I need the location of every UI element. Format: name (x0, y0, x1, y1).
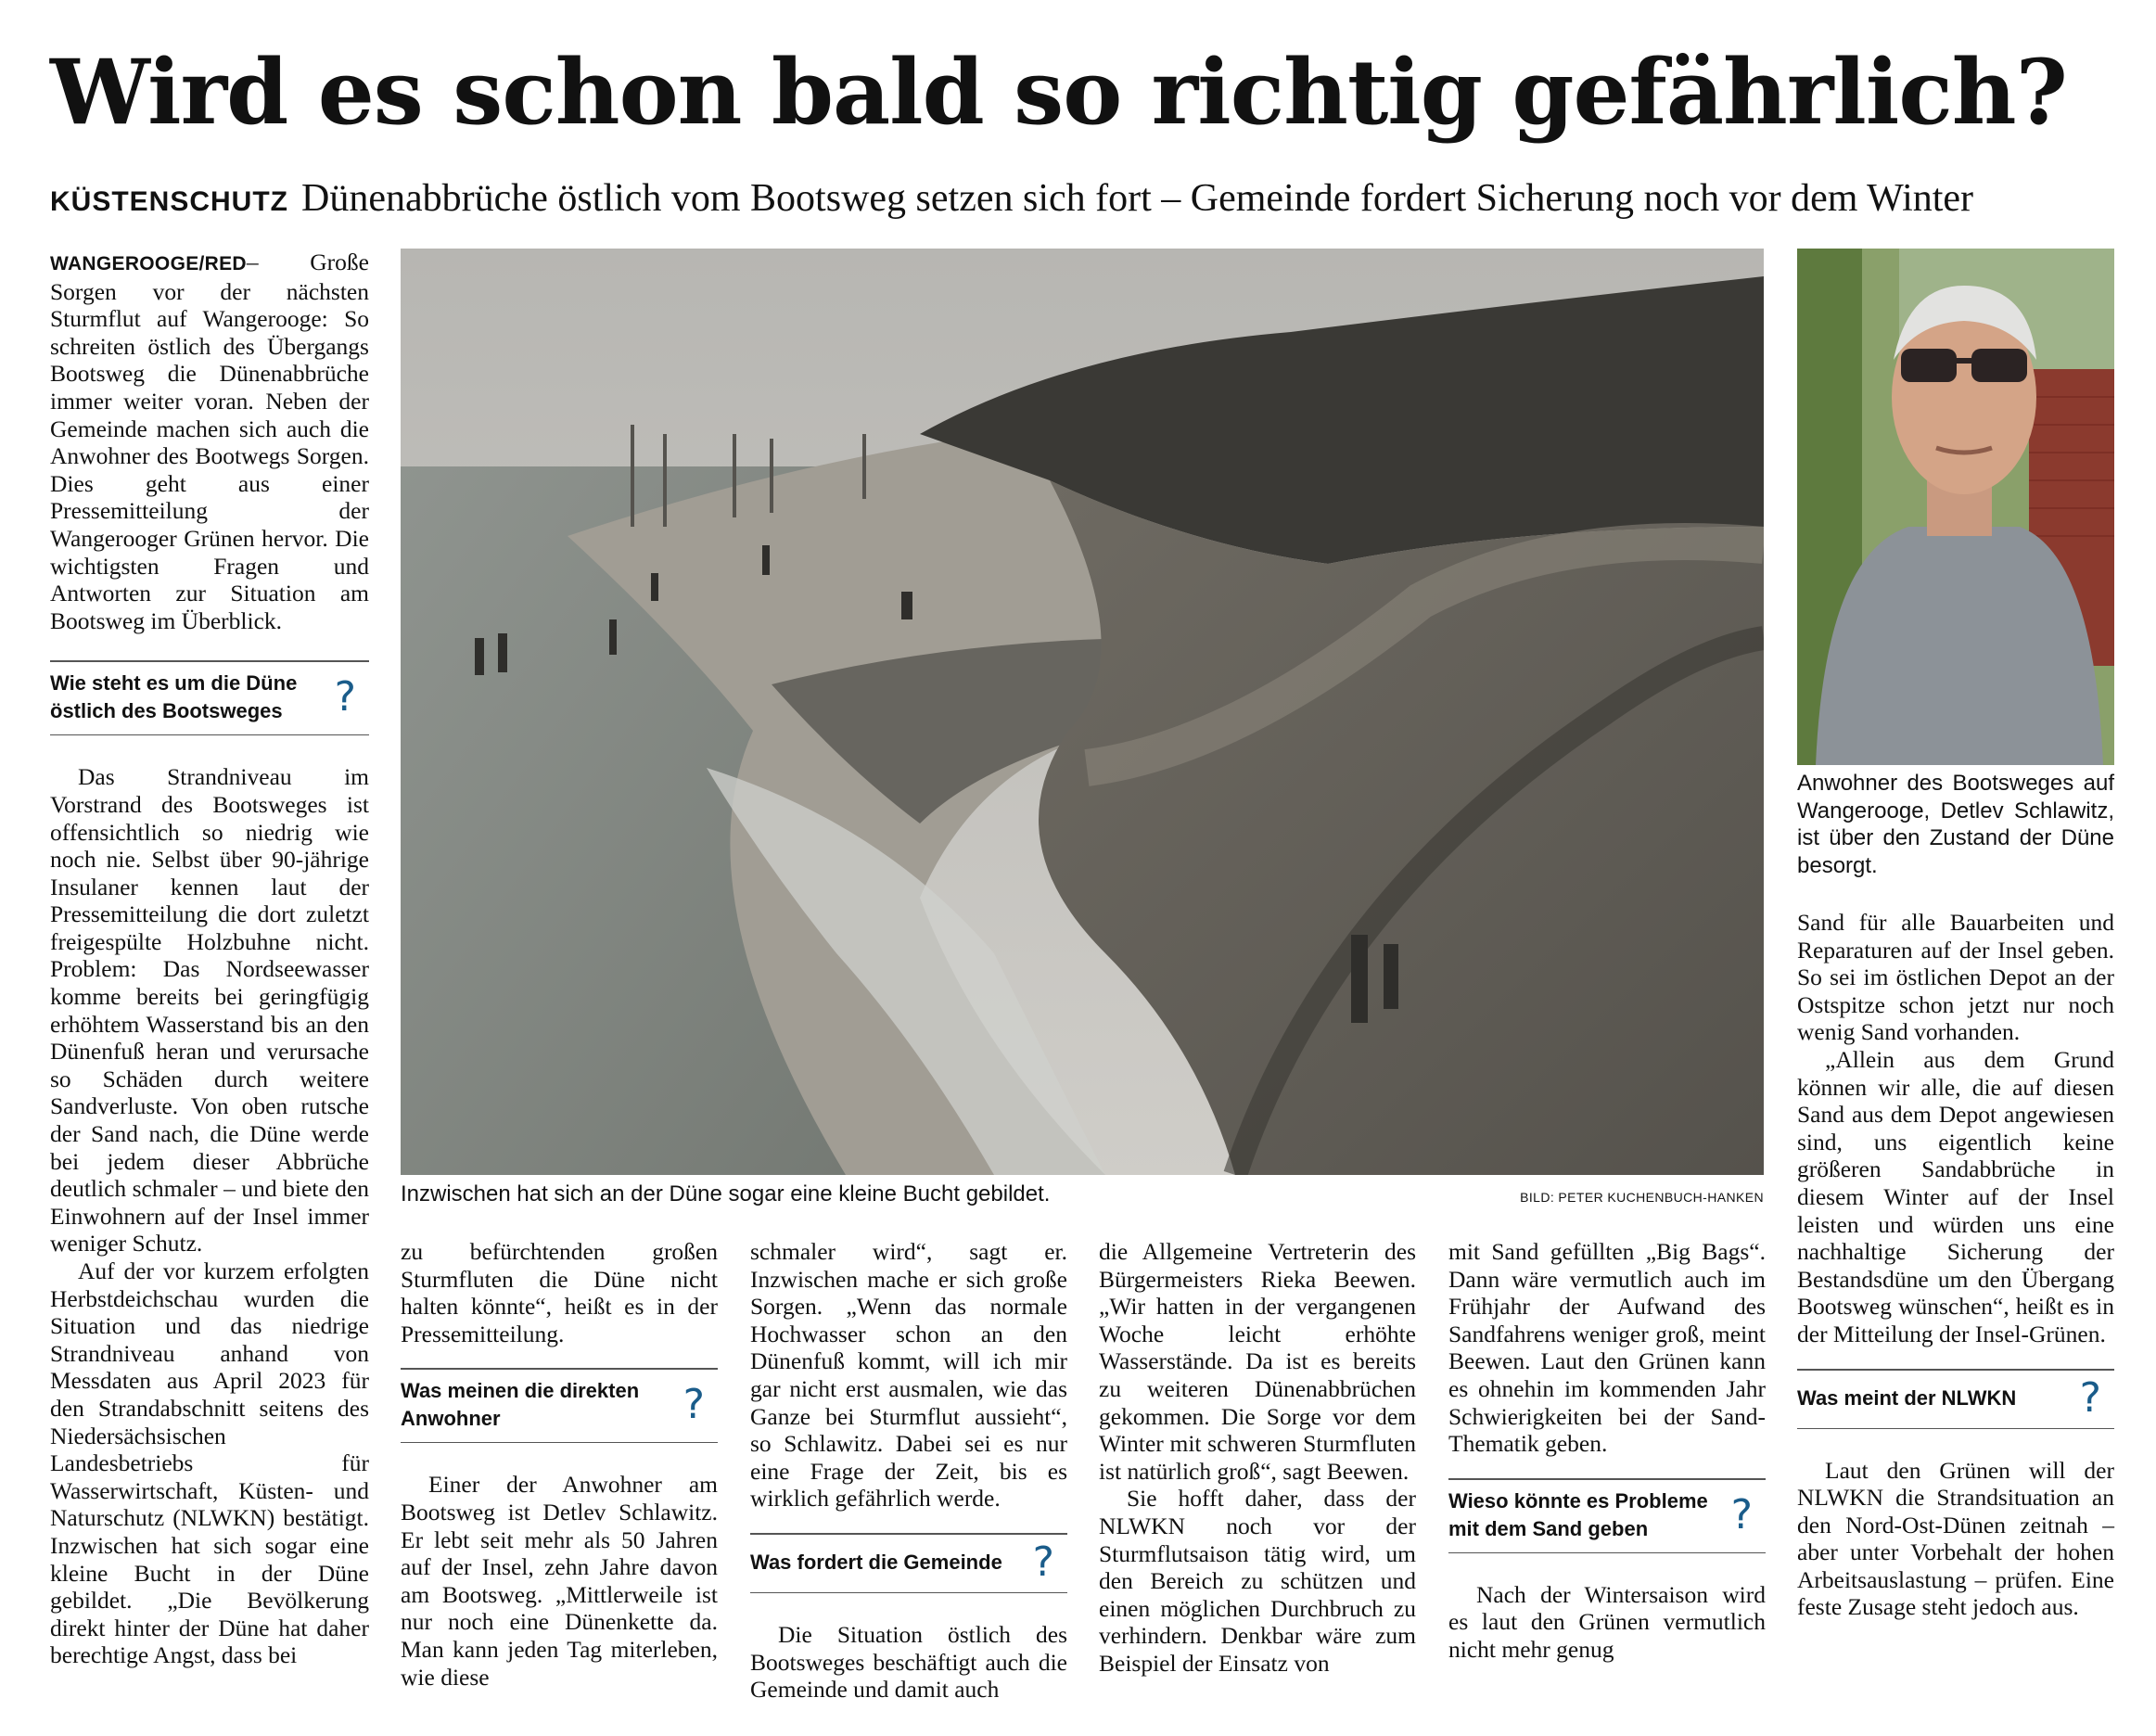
paragraph: die Allgemeine Vertreterin des Bürgermeisters Rieka Beewen. „Wir hatten in der vergangenen Woche leicht erhöhte Wasserstände. Da ist es bereits zu weiteren Dünenabbrüchen gekommen. Die Sorge vor dem Winter mit schweren Sturmfluten ist natürlich groß“, sagt Beewen. (1099, 1238, 1416, 1485)
question-mark-icon: ? (334, 673, 356, 721)
paragraph: Sie hofft daher, dass der NLWKN noch vor der Sturmflutsaison tätig wird, um den Bereich zu schützen und einen möglichen Durchbruch zu verhindern. Denkbar wäre zum Beispiel der Einsatz von (1099, 1485, 1416, 1677)
intro-paragraph: WANGEROOGE/RED– Große Sorgen vor der nächsten Sturmflut auf Wangerooge: So schreiten östlich des Übergangs Bootsweg die Dünenabbrüche immer weiter voran. Neben der Gemeinde machen sich auch die Anwohner des Bootwegs Sorgen. Dies geht aus einer Pressemitteilung der Wangerooger Grünen hervor. Die wichtigsten Fragen und Antworten zur Situation am Bootsweg im Überblick. (50, 249, 369, 634)
subheadline-text: Dünenabbrüche östlich vom Bootsweg setzen sich fort – Gemeinde fordert Sicherung noch vor dem Winter (301, 177, 1974, 220)
paragraph: Das Strandniveau im Vorstrand des Bootsweges ist offensichtlich so niedrig wie noch nie. Selbst über 90-jährige Insulaner kennen laut der Pressemitteilung die dort zuletzt freigespülte Holzbuhne nicht. Problem: Das Nordseewasser komme bereits bei geringfügig erhöhtem Wasserstand bis an den Dünenfuß heran und verursache so Schäden durch weitere Sandverluste. Von oben rutsche der Sand nach, die Düne werde bei jedem dieser Abbrüche deutlich schmaler – und biete den Einwohnern auf der Insel immer weniger Schutz. (50, 763, 369, 1257)
main-photo-dune-erosion (401, 249, 1764, 1175)
article-column-1 (50, 249, 369, 1669)
question-box-2 (401, 1368, 718, 1443)
portrait-photo-caption: Anwohner des Bootsweges auf Wangerooge, Detlev Schlawitz, ist über den Zustand der Düne besorgt. (1797, 771, 2114, 878)
question-mark-icon: ? (1730, 1490, 1753, 1538)
paragraph: Einer der Anwohner am Bootsweg ist Detlev Schlawitz. Er lebt seit mehr als 50 Jahren auf der Insel, zehn Jahre davon am Bootsweg. „Mittlerweile ist nur noch eine Dünenkette da. Man kann jeden Tag miterleben, wie diese (401, 1471, 718, 1691)
paragraph: Laut den Grünen will der NLWKN die Strandsituation an den Nord-Ost-Dünen zeitnah – aber unter Vorbehalt der hohen Arbeitsauslastung – prüfen. Eine feste Zusage steht jedoch aus. (1797, 1456, 2114, 1621)
question-mark-icon: ? (2079, 1373, 2101, 1422)
paragraph: Sand für alle Bauarbeiten und Reparaturen auf der Insel geben. So sei im östlichen Depot an der Ostspitze schon jetzt nur noch wenig Sand vorhanden. (1797, 909, 2114, 1046)
headline: Wird es schon bald so richtig gefährlich? (50, 40, 2067, 145)
question-heading-3: Was fordert die Gemeinde (750, 1550, 1002, 1574)
article-column-5 (1448, 1238, 1766, 1664)
question-mark-icon: ? (1032, 1538, 1054, 1586)
article-column-4 (1099, 1238, 1416, 1678)
portrait-photo-detlev-schlawitz (1797, 249, 2114, 765)
subheadline (50, 171, 2127, 230)
paragraph: Auf der vor kurzem erfolgten Herbstdeichschau wurden die Situation und das niedrige Strandniveau anhand von Messdaten aus April 2023 für den Strandabschnitt seitens des Niedersächsischen Landesbetriebs für Wasserwirtschaft, Küsten- und Naturschutz (NLWKN) bestätigt. Inzwischen hat sich sogar eine kleine Bucht in der Düne gebildet. „Die Bevölkerung direkt hinter der Düne hat daher berechtige Angst, dass bei (50, 1257, 369, 1669)
question-heading-5: Was meint der NLWKN (1797, 1385, 2017, 1410)
kicker: KÜSTENSCHUTZ (50, 186, 288, 217)
question-box-4 (1448, 1478, 1766, 1553)
main-photo-caption: Inzwischen hat sich an der Düne sogar eine kleine Bucht gebildet. (401, 1181, 1051, 1206)
paragraph: Die Situation östlich des Bootsweges beschäftigt auch die Gemeinde und damit auch (750, 1620, 1067, 1704)
dateline: WANGEROOGE/RED (50, 253, 247, 274)
question-box-3 (750, 1533, 1067, 1593)
paragraph: zu befürchtenden großen Sturmfluten die Düne nicht halten könnte“, heißt es in der Pressemitteilung. (401, 1238, 718, 1347)
question-box-5 (1797, 1369, 2114, 1429)
paragraph: schmaler wird“, sagt er. Inzwischen mache er sich große Sorgen. „Wenn das normale Hochwasser schon an den Dünenfuß kommt, will ich mir gar nicht erst ausmalen, wie das Ganze bei Sturmflut aussieht“, so Schlawitz. Dabei sei es nur eine Frage der Zeit, bis es wirklich gefährlich werde. (750, 1238, 1067, 1513)
paragraph: Nach der Wintersaison wird es laut den Grünen vermutlich nicht mehr genug (1448, 1580, 1766, 1663)
paragraph: mit Sand gefüllten „Big Bags“. Dann wäre vermutlich auch im Frühjahr der Aufwand des Sandfahrens weniger groß, meint Beewen. Laut den Grünen kann es ohnehin im kommenden Jahr Schwierigkeiten bei der Sand-Thematik geben. (1448, 1238, 1766, 1458)
article-column-3 (750, 1238, 1067, 1704)
photo-credit: BILD: PETER KUCHENBUCH-HANKEN (1520, 1190, 1764, 1205)
question-box-1 (50, 660, 369, 735)
question-heading-4: Wieso könnte es Probleme mit dem Sand geben (1448, 1488, 1708, 1540)
question-mark-icon: ? (683, 1381, 705, 1429)
paragraph: „Allein aus dem Grund können wir alle, die auf diesen Sand aus dem Depot angewiesen sind, uns eigentlich keine größeren Sandabbrüche in diesem Winter auf der Insel leisten und würden uns eine nachhaltige Sicherung der Bestandsdüne um den Übergang Bootsweg wünschen“, heißt es in der Mitteilung der Insel-Grünen. (1797, 1045, 2114, 1347)
article-column-2 (401, 1238, 718, 1691)
question-heading-2: Was meinen die direkten Anwohner (401, 1379, 640, 1431)
article-column-6 (1797, 909, 2114, 1621)
question-heading-1: Wie steht es um die Düne östlich des Bootsweges (50, 671, 298, 723)
